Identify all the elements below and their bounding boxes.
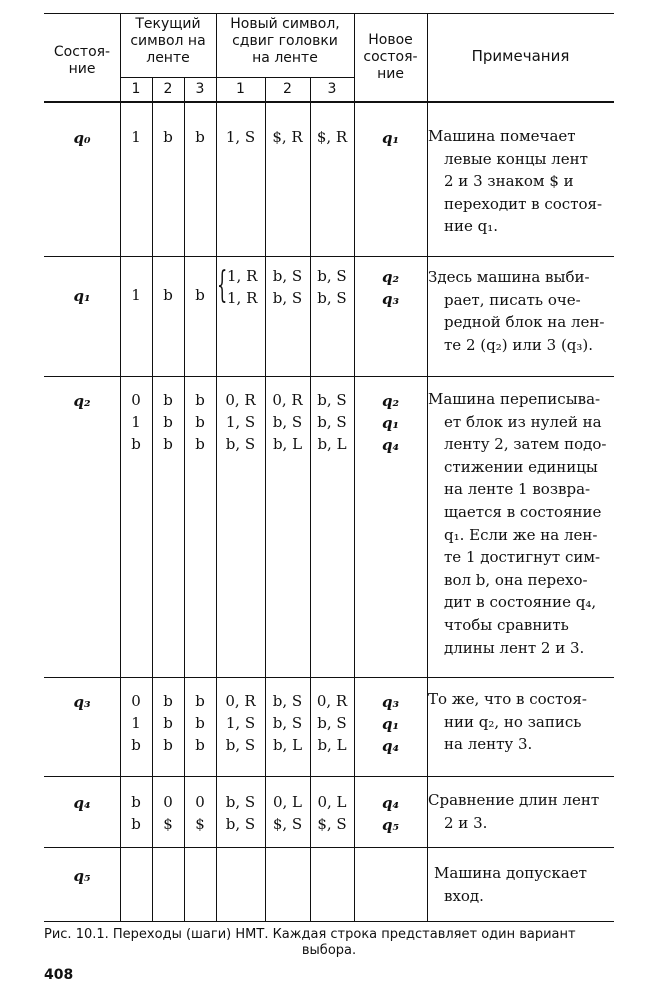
figure-caption: Рис. 10.1. Переходы (шаги) НМТ. Каждая строка представляет один вариант выбора.	[44, 927, 576, 958]
tape-number-2: 2	[163, 81, 173, 97]
cell-new-1: 1, R	[227, 289, 258, 307]
cell-current-2: b	[163, 413, 173, 431]
cell-current-1: 1	[131, 286, 141, 304]
cell-new-3: b, L	[317, 736, 347, 754]
cell-next-state: q₃	[381, 693, 400, 711]
cell-current-1: b	[131, 815, 141, 833]
column-rule	[354, 13, 355, 921]
cell-current-3: $	[195, 815, 205, 833]
cell-new-1: 0, R	[225, 391, 256, 409]
header-current-symbol: Текущий символ на ленте	[130, 16, 206, 66]
table-bottom-rule	[44, 921, 614, 922]
cell-new-2: $, R	[272, 128, 303, 146]
tape-number-2: 2	[283, 81, 292, 97]
cell-next-state: q₄	[381, 436, 400, 454]
cell-new-3: b, S	[317, 714, 347, 732]
cell-new-2: b, L	[272, 435, 303, 453]
header-notes: Примечания	[471, 47, 570, 65]
cell-new-2: b, S	[272, 692, 303, 710]
row-separator	[44, 677, 614, 678]
cell-current-3: b	[195, 391, 205, 409]
cell-new-2: b, L	[272, 736, 303, 754]
cell-current-1: b	[131, 793, 141, 811]
cell-new-2: 0, R	[272, 391, 303, 409]
state-label: q₃	[73, 693, 91, 711]
cell-current-3: b	[195, 286, 205, 304]
cell-current-2: b	[163, 128, 173, 146]
cell-new-3: b, S	[317, 267, 347, 285]
cell-next-state: q₃	[381, 290, 400, 308]
state-label: q₅	[73, 867, 91, 885]
cell-new-1: 1, S	[225, 413, 256, 431]
cell-current-1: b	[131, 736, 141, 754]
state-label: q₂	[73, 392, 91, 410]
header-state: Состоя- ние	[53, 44, 111, 77]
cell-new-1: 1, S	[225, 128, 256, 146]
cell-current-2: b	[163, 286, 173, 304]
cell-current-2: b	[163, 391, 173, 409]
row-separator	[44, 256, 614, 257]
cell-current-1: 1	[131, 413, 141, 431]
cell-new-3: 0, R	[316, 692, 348, 710]
row-separator	[44, 847, 614, 848]
cell-new-3: b, L	[317, 435, 347, 453]
cell-new-3: $, S	[317, 815, 347, 833]
cell-new-1: 0, R	[225, 692, 256, 710]
cell-new-3: b, S	[317, 289, 347, 307]
row-note: Сравнение длин лент 2 и 3.	[428, 791, 600, 832]
row-note: Машина переписыва- ет блок из нулей на ленту 2, затем подо- стижении единицы на ленте 1 возвра- щается в состояние q₁. Если же на лен- те 1 достигнут сим- вол b, она перехо- дит в состояние q₄, чтобы сравнить длины лент 2 и 3.	[428, 390, 607, 657]
cell-current-1: 0	[131, 692, 141, 710]
tape-number-1: 1	[236, 81, 245, 97]
state-label: q₄	[73, 794, 91, 812]
cell-next-state: q₁	[381, 129, 400, 147]
table-top-rule	[44, 13, 614, 14]
tape-number-3: 3	[327, 81, 337, 97]
choice-brace: {	[217, 265, 228, 306]
cell-current-3: b	[195, 692, 205, 710]
column-rule	[216, 13, 217, 921]
cell-current-3: b	[195, 736, 205, 754]
cell-new-1: 1, R	[227, 267, 258, 285]
header-new-symbol: Новый символ, сдвиг головки на ленте	[230, 16, 340, 66]
tape-number-3: 3	[195, 81, 205, 97]
tape-number-1: 1	[131, 81, 141, 97]
cell-next-state: q₁	[381, 715, 400, 733]
cell-new-3: 0, L	[317, 793, 347, 811]
cell-new-1: b, S	[225, 736, 256, 754]
cell-current-2: b	[163, 714, 173, 732]
page-number: 408	[44, 967, 74, 983]
cell-new-2: b, S	[272, 714, 303, 732]
cell-new-2: b, S	[272, 289, 303, 307]
cell-new-2: b, S	[272, 413, 303, 431]
row-note: Машина допускает вход.	[434, 864, 587, 905]
cell-new-1: 1, S	[225, 714, 256, 732]
cell-next-state: q₂	[381, 268, 400, 286]
row-note: Машина помечает левые концы лент 2 и 3 знаком $ и переходит в состоя- ние q₁.	[428, 127, 603, 236]
header-new-state: Новое состоя- ние	[363, 32, 418, 82]
cell-new-3: b, S	[317, 413, 347, 431]
cell-next-state: q₄	[381, 794, 400, 812]
cell-new-1: b, S	[225, 793, 256, 811]
cell-next-state: q₅	[381, 816, 400, 834]
cell-current-3: b	[195, 413, 205, 431]
cell-current-1: b	[131, 435, 141, 453]
cell-current-2: $	[163, 815, 173, 833]
cell-new-2: $, S	[272, 815, 303, 833]
cell-current-2: b	[163, 435, 173, 453]
state-label: q₁	[73, 287, 91, 305]
cell-current-1: 1	[131, 128, 141, 146]
cell-current-2: b	[163, 692, 173, 710]
cell-next-state: q₄	[381, 737, 400, 755]
state-label: q₀	[73, 129, 91, 147]
column-rule	[120, 13, 121, 921]
cell-new-3: b, S	[317, 391, 347, 409]
cell-next-state: q₁	[381, 414, 400, 432]
cell-current-2: 0	[163, 793, 173, 811]
cell-new-1: b, S	[225, 435, 256, 453]
cell-new-1: b, S	[225, 815, 256, 833]
cell-current-3: b	[195, 128, 205, 146]
cell-current-3: 0	[195, 793, 205, 811]
cell-next-state: q₂	[381, 392, 400, 410]
header-bottom-rule	[44, 101, 614, 103]
row-separator	[44, 376, 614, 377]
cell-current-3: b	[195, 714, 205, 732]
cell-current-2: b	[163, 736, 173, 754]
cell-new-3: $, R	[316, 128, 348, 146]
row-separator	[44, 776, 614, 777]
cell-new-2: b, S	[272, 267, 303, 285]
row-note: То же, что в состоя- нии q₂, но запись на ленту 3.	[428, 690, 587, 754]
cell-current-3: b	[195, 435, 205, 453]
row-note: Здесь машина выби- рает, писать оче- редной блок на лен- те 2 (q₂) или 3 (q₃).	[428, 268, 605, 354]
cell-current-1: 1	[131, 714, 141, 732]
cell-current-1: 0	[131, 391, 141, 409]
cell-new-2: 0, L	[272, 793, 303, 811]
header-subrule	[120, 77, 354, 78]
